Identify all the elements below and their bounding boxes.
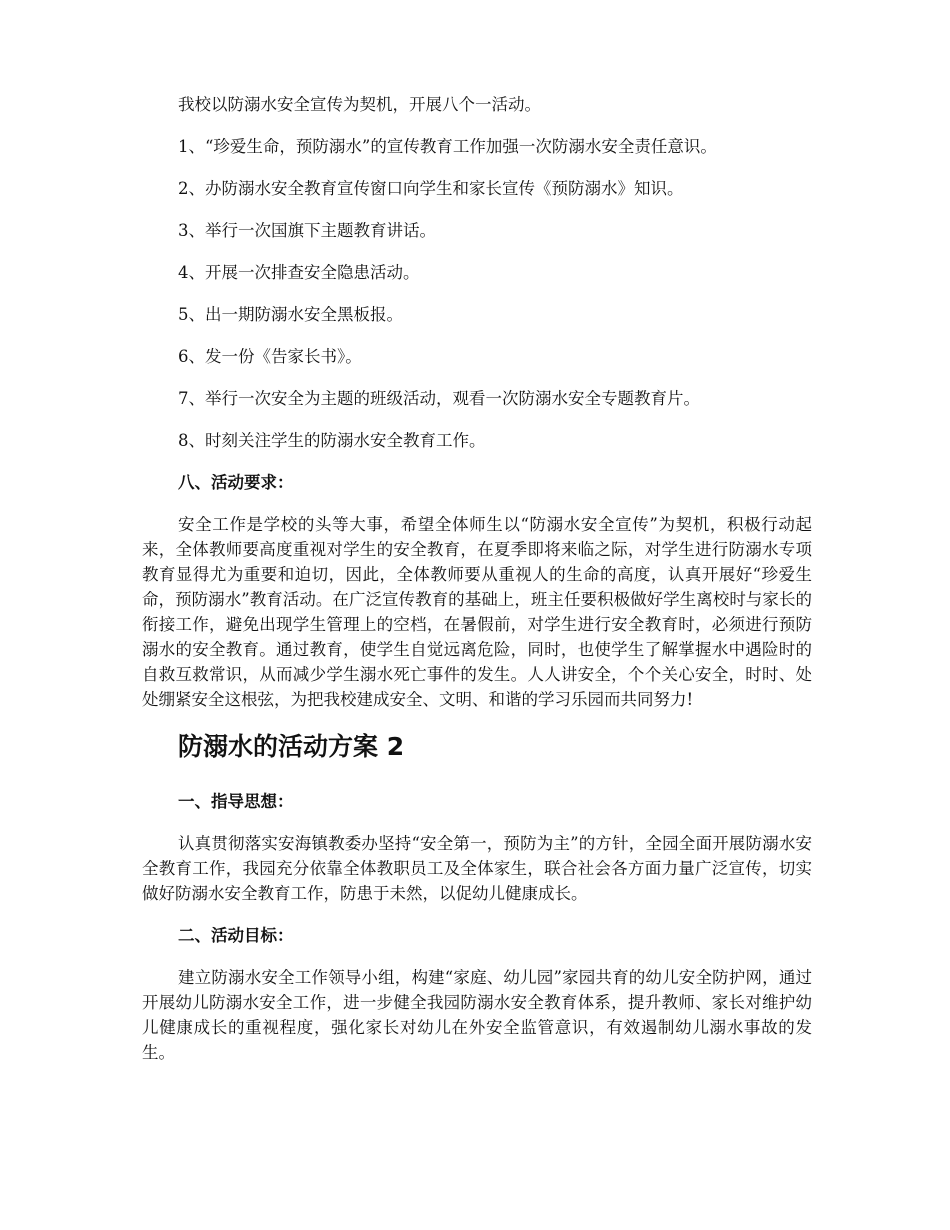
activity-item-8: 8、时刻关注学生的防溺水安全教育工作。 — [178, 431, 486, 450]
section-8-body: 安全工作是学校的头等大事，希望全体师生以“防溺水安全宣传”为契机，积极行动起来，全体教师要高度重视对学生的安全教育，在夏季即将来临之际，对学生进行防溺水专项教育显得尤为重要和迫切，因此，全体教师要从重视人的生命的高度，认真开展好“珍爱生命，预防溺水”教育活动。在广泛宣传教育的基础上，班主任要积极做好学生离校时与家长的衔接工作，避免出现学生管理上的空档，在暑假前，对学生进行安全教育时，必须进行预防溺水的安全教育。通过教育，使学生自觉远离危险，同时，也使学生了解掌握水中遇险时的自救互救常识，从而减少学生溺水死亡事件的发生。人人讲安全，个个关心安全，时时、处处绷紧安全这根弦，为把我校建成安全、文明、和谐的学习乐园而共同努力! — [142, 515, 812, 709]
activity-item-7: 7、举行一次安全为主题的班级活动，观看一次防溺水安全专题教育片。 — [178, 389, 700, 408]
section-2-body: 建立防溺水安全工作领导小组，构建“家庭、幼儿园”家园共育的幼儿安全防护网，通过开展幼儿防溺水安全工作，进一步健全我园防溺水安全教育体系，提升教师、家长对维护幼儿健康成长的重视程度，强化家长对幼儿在外安全监管意识，有效遏制幼儿溺水事故的发生。 — [142, 968, 812, 1062]
activity-item-1: 1、“珍爱生命，预防溺水”的宣传教育工作加强一次防溺水安全责任意识。 — [178, 137, 717, 156]
document-content — [142, 92, 812, 1082]
section-2-title: 二、活动目标： — [178, 926, 294, 945]
activity-item-2: 2、办防溺水安全教育宣传窗口向学生和家长宣传《预防溺水》知识。 — [178, 179, 684, 198]
section-1-title: 一、指导思想： — [178, 792, 294, 811]
activity-item-3: 3、举行一次国旗下主题教育讲话。 — [178, 221, 436, 240]
section-8-title: 八、活动要求： — [178, 473, 294, 492]
activity-item-5: 5、出一期防溺水安全黑板报。 — [178, 305, 403, 324]
activity-item-6: 6、发一份《告家长书》。 — [178, 347, 362, 366]
plan-2-heading: 防溺水的活动方案 2 — [178, 732, 405, 761]
intro-paragraph: 我校以防溺水安全宣传为契机，开展八个一活动。 — [178, 95, 541, 114]
activity-item-4: 4、开展一次排查安全隐患活动。 — [178, 263, 420, 282]
section-1-body: 认真贯彻落实安海镇教委办坚持“安全第一，预防为主”的方针，全园全面开展防溺水安全教育工作，我园充分依靠全体教职员工及全体家生，联合社会各方面力量广泛宣传，切实做好防溺水安全教育工作，防患于未然，以促幼儿健康成长。 — [142, 834, 812, 903]
